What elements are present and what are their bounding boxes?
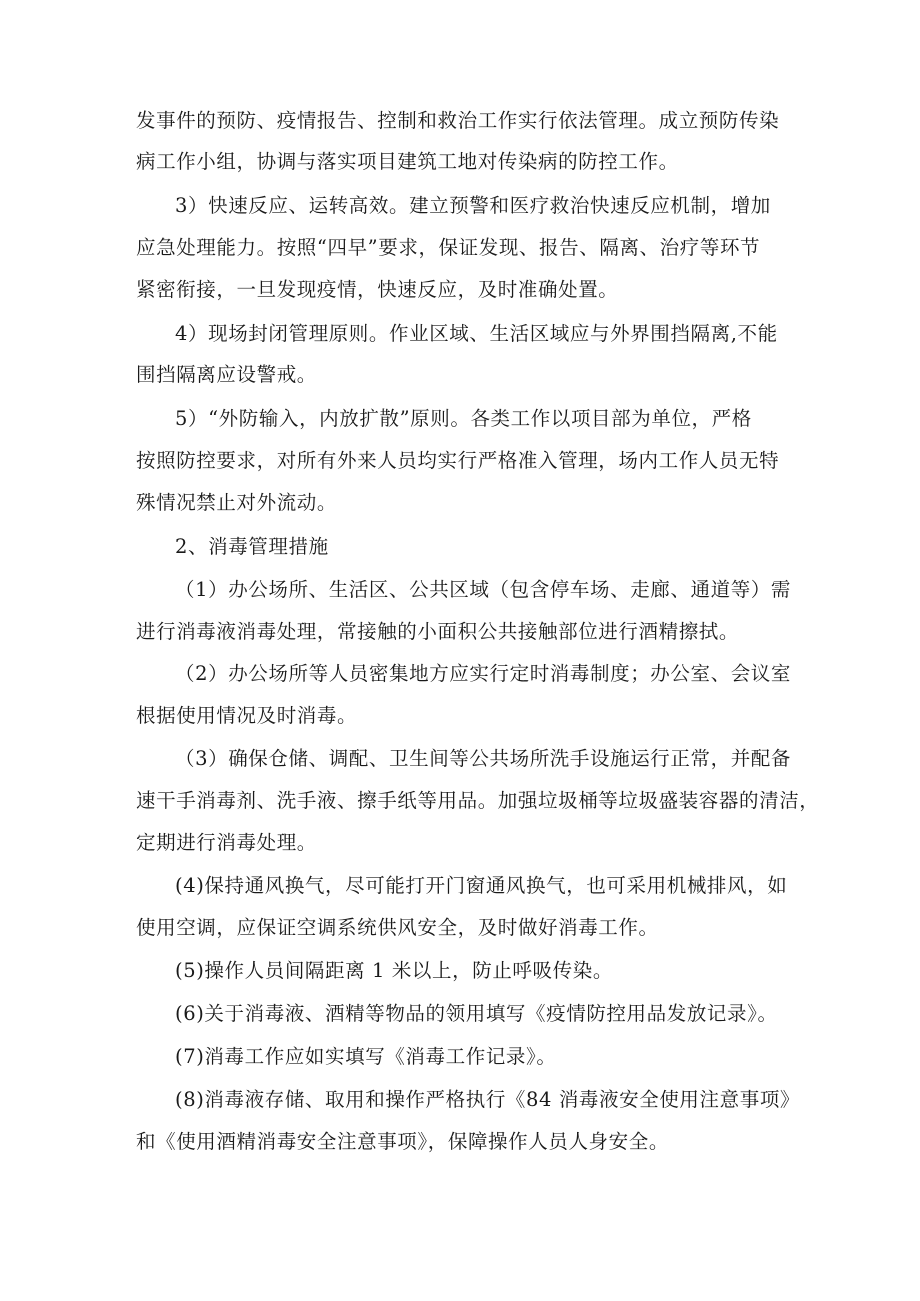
text-line: (4)保持通风换气，尽可能打开门窗通风换气，也可采用机械排风，如: [175, 874, 788, 897]
text-line: 殊情况禁止对外流动。: [136, 491, 338, 514]
text-line: （1）办公场所、生活区、公共区域（包含停车场、走廊、通道等）需: [175, 578, 792, 601]
text-line: 速干手消毒剂、洗手液、擦手纸等用品。加强垃圾桶等垃圾盛装容器的清洁，: [136, 789, 820, 812]
text-line: (8)消毒液存储、取用和操作严格执行《84 消毒液安全使用注意事项》: [175, 1088, 801, 1111]
text-line: 发事件的预防、疫情报告、控制和救治工作实行依法管理。成立预防传染: [136, 109, 780, 132]
text-line: 根据使用情况及时消毒。: [136, 704, 358, 727]
text-line: （2）办公场所等人员密集地方应实行定时消毒制度；办公室、会议室: [175, 662, 792, 685]
text-line: 和《使用酒精消毒安全注意事项》，保障操作人员人身安全。: [136, 1130, 669, 1153]
text-line: 应急处理能力。按照“四早”要求，保证发现、报告、隔离、治疗等环节: [136, 236, 761, 259]
text-line: 围挡隔离应设警戒。: [136, 363, 317, 386]
text-line: (7)消毒工作应如实填写《消毒工作记录》。: [175, 1045, 557, 1068]
text-line: (6)关于消毒液、酒精等物品的领用填写《疫情防控用品发放记录》。: [175, 1002, 778, 1025]
text-line: 进行消毒液消毒处理，常接触的小面积公共接触部位进行酒精擦拭。: [136, 620, 740, 643]
text-line: 4）现场封闭管理原则。作业区域、生活区域应与外界围挡隔离,不能: [175, 322, 778, 345]
text-line: 紧密衔接，一旦发现疫情，快速反应，及时准确处置。: [136, 278, 619, 301]
text-line: (5)操作人员间隔距离 1 米以上，防止呼吸传染。: [175, 959, 613, 982]
text-line: 定期进行消毒处理。: [136, 831, 317, 854]
text-line: 按照防控要求，对所有外来人员均实行严格准入管理，场内工作人员无特: [136, 449, 780, 472]
text-line: 3）快速反应、运转高效。建立预警和医疗救治快速反应机制，增加: [175, 194, 771, 217]
text-line: （3）确保仓储、调配、卫生间等公共场所洗手设施运行正常，并配备: [175, 747, 792, 770]
text-line: 病工作小组，协调与落实项目建筑工地对传染病的防控工作。: [136, 150, 679, 173]
text-line: 5）“外防输入，内放扩散”原则。各类工作以项目部为单位，严格: [175, 407, 752, 430]
text-line: 使用空调，应保证空调系统供风安全，及时做好消毒工作。: [136, 916, 659, 939]
section-heading: 2、消毒管理措施: [175, 535, 329, 558]
